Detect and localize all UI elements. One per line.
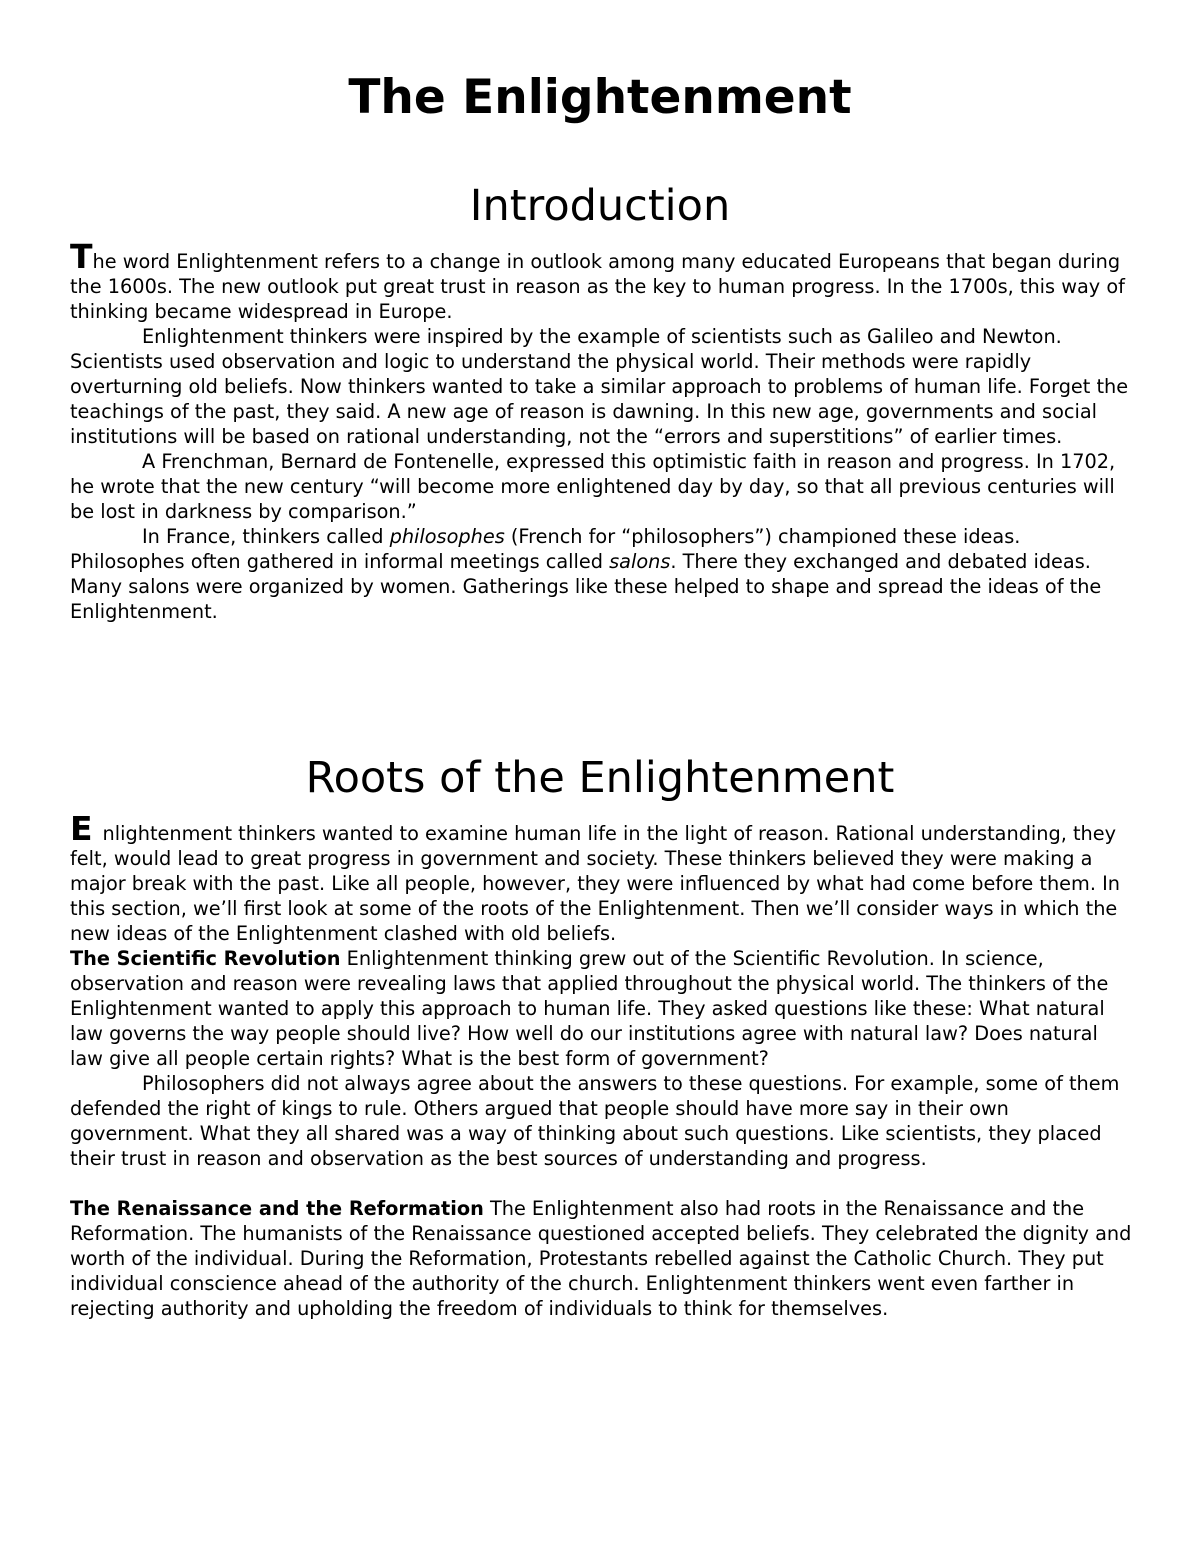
- roots-paragraph-3: Philosophers did not always agree about the answers to these questions. For example, some of them defended the right of kings to rule. Others argued that people should have more say in their own government. What they all shared was a way of thinking about such questions. Like scientists, they placed their trust in reason and observation as the best sources of understanding and progress.: [70, 1072, 1120, 1170]
- introduction-paragraph-3: A Frenchman, Bernard de Fontenelle, expressed this optimistic faith in reason and progress. In 1702, he wrote that the new century “will become more enlightened day by day, so that all previous centuries will be lost in darkness by comparison.”: [70, 450, 1116, 523]
- paragraph-spacer: [70, 1171, 1135, 1196]
- introduction-paragraph-1-text: he word Enlightenment refers to a change in outlook among many educated Europeans that began during the 1600s. The new outlook put great trust in reason as the key to human progress. In the 1700s, this way of thinking became widespread in Europe.: [70, 250, 1125, 323]
- roots-paragraph-1-text: nlightenment thinkers wanted to examine human life in the light of reason. Rational understanding, they felt, would lead to great progress in government and society. These thinkers believed they were making a major break with the past. Like all people, however, they were influenced by what had come before them. In this section, we’ll first look at some of the roots of the Enlightenment. Then we’ll consider ways in which the new ideas of the Enlightenment clashed with old beliefs.: [70, 822, 1120, 945]
- roots-section: [70, 809, 1135, 1321]
- document-title: The Enlightenment: [348, 70, 852, 125]
- introduction-paragraph-4: [70, 524, 1135, 624]
- drop-cap-e: E: [70, 809, 93, 848]
- renaissance-reformation-text: The Enlightenment also had roots in the Renaissance and the Reformation. The humanists of the Renaissance questioned accepted beliefs. They celebrated the dignity and worth of the individual. During the Reformation, Protestants rebelled against the Catholic Church. They put individual conscience ahead of the authority of the church. Enlightenment thinkers went even farther in rejecting authority and upholding the freedom of individuals to think for themselves.: [70, 1197, 1132, 1320]
- roots-heading: Roots of the Enlightenment: [305, 753, 895, 803]
- renaissance-reformation-subheading: The Renaissance and the Reformation: [70, 1197, 484, 1220]
- renaissance-reformation-paragraph: [70, 1196, 1135, 1321]
- drop-cap-t: T: [70, 237, 93, 276]
- scientific-revolution-paragraph: [70, 946, 1135, 1071]
- introduction-paragraph-1: [70, 237, 1135, 324]
- term-salons: salons: [609, 550, 671, 573]
- introduction-section: [70, 237, 1135, 624]
- scientific-revolution-text: Enlightenment thinking grew out of the Scientific Revolution. In science, observation and reason were revealing laws that applied throughout the physical world. The thinkers of the Enlightenment wanted to apply this approach to human life. They asked questions like these: What natural law governs the way people should live? How well do our institutions agree with natural law? Does natural law give all people certain rights? What is the best form of government?: [70, 947, 1109, 1070]
- roots-paragraph-1: [70, 809, 1135, 946]
- paragraph-4-text-a: In France, thinkers called: [142, 525, 390, 548]
- introduction-heading: Introduction: [469, 181, 731, 231]
- scientific-revolution-subheading: The Scientific Revolution: [70, 947, 341, 970]
- introduction-paragraph-2: Enlightenment thinkers were inspired by the example of scientists such as Galileo and Newton. Scientists used observation and logic to understand the physical world. Their methods were rapidly overturning old beliefs. Now thinkers wanted to take a similar approach to problems of human life. Forget the teachings of the past, they said. A new age of reason is dawning. In this new age, governments and social institutions will be based on rational understanding, not the “errors and superstitions” of earlier times.: [70, 325, 1129, 448]
- term-philosophes: philosophes: [389, 525, 505, 548]
- paragraph-4-text-c: . There they exchanged and debated ideas. Many salons were organized by women. Gatherings like these helped to shape and spread the ideas of the Enlightenment.: [70, 550, 1102, 623]
- paragraph-4-text-b: (French for “philosophers”) championed these ideas. Philosophes often gathered in informal meetings called: [70, 525, 1021, 573]
